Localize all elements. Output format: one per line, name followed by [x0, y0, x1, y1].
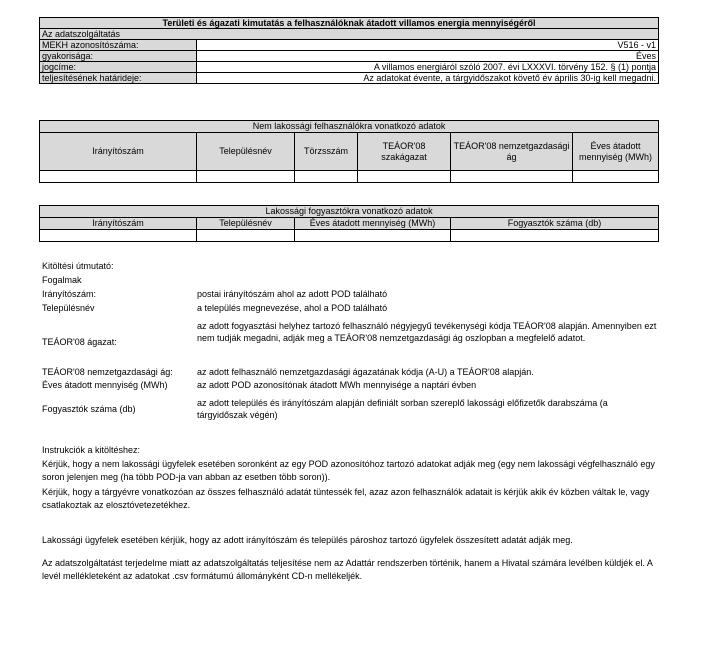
nonres-cell-reg-number[interactable]: [295, 171, 358, 183]
term-teaor-sector: TEÁOR'08 ágazat:: [42, 337, 117, 347]
instructions-heading: Kitöltési útmutató:: [42, 261, 114, 271]
nonres-table-title: Nem lakossági felhasználókra vonatkozó adatok: [40, 121, 659, 133]
res-cell-zip[interactable]: [40, 230, 197, 242]
res-cell-annual-mwh[interactable]: [295, 230, 451, 242]
nonres-col-teaor-branch: TEÁOR'08 nemzetgazdasági ág: [451, 133, 573, 171]
term-teaor-branch: TEÁOR'08 nemzetgazdasági ág:: [42, 367, 173, 377]
res-col-settlement: Településnév: [197, 218, 295, 230]
residential-table: [39, 205, 659, 242]
res-cell-consumer-count[interactable]: [451, 230, 659, 242]
nonresidential-table: [39, 120, 659, 183]
res-cell-settlement[interactable]: [197, 230, 295, 242]
meta-label-frequency: gyakorisága:: [40, 51, 197, 62]
concepts-heading: Fogalmak: [42, 275, 82, 285]
meta-value-id: V516 - v1: [197, 40, 659, 51]
meta-label-deadline: teljesítésének határideje:: [40, 73, 197, 84]
res-col-annual-mwh: Éves átadott mennyiség (MWh): [295, 218, 451, 230]
nonres-cell-teaor-sector[interactable]: [358, 171, 451, 183]
def-settlement: a település megnevezése, ahol a POD található: [197, 303, 388, 313]
nonres-cell-settlement[interactable]: [197, 171, 295, 183]
term-settlement: Településnév: [42, 303, 95, 313]
nonres-cell-annual-mwh[interactable]: [573, 171, 659, 183]
term-zip: Irányítószám:: [42, 289, 97, 299]
term-consumer-count: Fogyasztók száma (db): [42, 404, 136, 414]
guidance-paragraph-2: Kérjük, hogy a tárgyévre vonatkozóan az összes felhasználó adatát tüntessék fel, azaz azon felhasználók adatait is kérjük akik év közben váltak le, vagy csatlakoztak az elosztóvetezetékhez.: [42, 487, 650, 510]
nonres-cell-zip[interactable]: [40, 171, 197, 183]
nonres-col-reg-number: Törzsszám: [295, 133, 358, 171]
def-zip: postai irányítószám ahol az adott POD található: [197, 289, 388, 299]
nonres-col-annual-mwh: Éves átadott mennyiség (MWh): [573, 133, 659, 171]
def-teaor-sector: az adott fogyasztási helyhez tartozó felhasználó négyjegyű tevékenységi kódja TEÁOR'08 alapján. Amennyiben ezt nem tudják megadni, adják meg a TEÁOR'08 nemzetgazdasági ág oszlopban a megfelelő adatot.: [197, 321, 657, 343]
guidance-paragraph-4: Az adatszolgáltatást terjedelme miatt az adatszolgáltatás teljesítése nem az Adattár rendszerben történik, hanem a Hivatal számára levélben küldjék el. A levél mellékleteként az adatokat .csv formátumú állományként CD-n mellékeljék.: [42, 558, 653, 581]
provider-label: Az adatszolgáltatás: [40, 29, 659, 40]
meta-value-deadline: Az adatokat évente, a tárgyidőszakot követő év április 30-ig kell megadni.: [197, 73, 659, 84]
form-title: Területi és ágazati kimutatás a felhasználóknak átadott villamos energia mennyiségéről: [40, 18, 659, 29]
nonres-cell-teaor-branch[interactable]: [451, 171, 573, 183]
def-consumer-count: az adott település és irányítószám alapján definiált sorban szereplő lakossági előfizetők darabszáma (a tárgyidőszak végén): [197, 398, 608, 420]
meta-value-frequency: Éves: [197, 51, 659, 62]
def-teaor-branch: az adott felhasználó nemzetgazdasági ágazatának kódja (A-U) a TEÁOR'08 alapján.: [197, 367, 534, 377]
def-annual-mwh: az adott POD azonosítónak átadott MWh mennyisége a naptári évben: [197, 380, 477, 390]
nonres-col-settlement: Településnév: [197, 133, 295, 171]
meta-label-legal-basis: jogcíme:: [40, 62, 197, 73]
nonres-col-teaor-sector: TEÁOR'08 szakágazat: [358, 133, 451, 171]
nonres-col-zip: Irányítószám: [40, 133, 197, 171]
meta-value-legal-basis: A villamos energiáról szóló 2007. évi LXXXVI. törvény 152. § (1) pontja: [197, 62, 659, 73]
guidance-heading: Instrukciók a kitöltéshez:: [42, 445, 141, 455]
guidance-paragraph-1: Kérjük, hogy a nem lakossági ügyfelek esetében soronként az egy POD azonosítóhoz tartozó adatokat adják meg (egy nem lakossági végfelhasználó egy soron jelenjen meg (ha több POD-ja van abban az esetben több soron)).: [42, 459, 655, 482]
guidance-paragraph-3: Lakossági ügyfelek esetében kérjük, hogy az adott irányítószám és település pároshoz tartozó ügyfelek összesített adatát adják meg.: [42, 535, 573, 545]
term-annual-mwh: Éves átadott mennyiség (MWh): [42, 380, 168, 390]
res-col-consumer-count: Fogyasztók száma (db): [451, 218, 659, 230]
res-table-title: Lakossági fogyasztókra vonatkozó adatok: [40, 206, 659, 218]
res-col-zip: Irányítószám: [40, 218, 197, 230]
form-metadata-table: [39, 17, 659, 84]
meta-label-id: MEKH azonosítószáma:: [40, 40, 197, 51]
